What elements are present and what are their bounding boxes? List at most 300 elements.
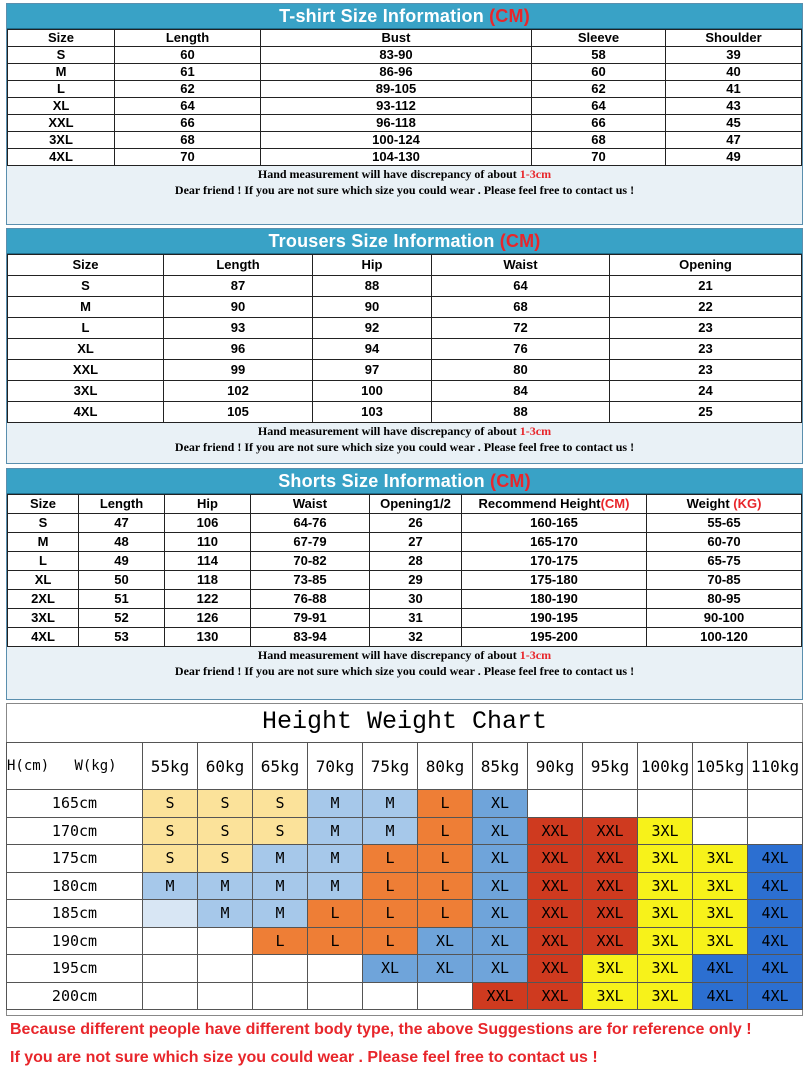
size-cell: XXL: [583, 845, 638, 873]
size-cell: [143, 927, 198, 955]
column-header: Bust: [261, 30, 532, 47]
size-cell: XL: [473, 872, 528, 900]
table-cell: 55-65: [647, 514, 802, 533]
size-cell: XL: [473, 955, 528, 983]
size-cell: [308, 982, 363, 1010]
table-row: [8, 81, 802, 98]
table-cell: 73-85: [251, 571, 370, 590]
table-cell: 40: [666, 64, 802, 81]
table-cell: 70-82: [251, 552, 370, 571]
size-cell: XL: [473, 845, 528, 873]
height-axis-label: H(cm): [7, 758, 50, 774]
size-cell: L: [418, 790, 473, 818]
column-header: Waist: [251, 495, 370, 514]
height-label: 175cm: [7, 845, 143, 873]
table-cell: 2XL: [8, 590, 79, 609]
table-cell: 60: [532, 64, 666, 81]
size-cell: L: [418, 900, 473, 928]
table-cell: 62: [532, 81, 666, 98]
table-row: [8, 590, 802, 609]
table-cell: 22: [610, 297, 802, 318]
size-cell: [693, 817, 748, 845]
size-cell: [198, 955, 253, 983]
table-row: [8, 149, 802, 166]
size-cell: 3XL: [638, 982, 693, 1010]
table-cell: M: [8, 64, 115, 81]
size-cell: XXL: [528, 900, 583, 928]
size-cell: 3XL: [693, 927, 748, 955]
size-cell: XXL: [528, 982, 583, 1010]
table-row: [8, 571, 802, 590]
table-cell: 90-100: [647, 609, 802, 628]
table-cell: 61: [115, 64, 261, 81]
table-cell: M: [8, 533, 79, 552]
size-cell: M: [363, 817, 418, 845]
table-cell: 90: [313, 297, 432, 318]
size-cell: [748, 817, 803, 845]
size-cell: 3XL: [583, 955, 638, 983]
size-cell: [253, 982, 308, 1010]
weight-header: 110kg: [748, 743, 803, 790]
table-cell: XL: [8, 98, 115, 115]
size-cell: 4XL: [748, 900, 803, 928]
height-row: [7, 872, 803, 900]
height-row: [7, 955, 803, 983]
table-cell: S: [8, 514, 79, 533]
size-cell: M: [308, 872, 363, 900]
table-cell: 70-85: [647, 571, 802, 590]
table-cell: M: [8, 297, 164, 318]
tshirt-size-unit: (CM): [489, 6, 530, 26]
table-cell: 87: [164, 276, 313, 297]
height-label: 195cm: [7, 955, 143, 983]
table-row: [8, 115, 802, 132]
size-cell: [693, 790, 748, 818]
table-row: [8, 402, 802, 423]
size-cell: M: [143, 872, 198, 900]
measurement-note: Hand measurement will have discrepancy of about 1-3cm: [257, 424, 552, 438]
table-cell: L: [8, 318, 164, 339]
size-cell: XL: [473, 900, 528, 928]
size-cell: M: [198, 872, 253, 900]
size-cell: XXL: [528, 817, 583, 845]
trousers-size-table: [7, 254, 802, 423]
size-cell: XXL: [583, 872, 638, 900]
size-cell: 3XL: [638, 900, 693, 928]
size-cell: S: [198, 817, 253, 845]
table-cell: 27: [370, 533, 462, 552]
table-cell: 104-130: [261, 149, 532, 166]
column-header: Recommend Height(CM): [462, 495, 647, 514]
column-header: Sleeve: [532, 30, 666, 47]
footer-notes: [6, 1016, 803, 1078]
weight-header-row: [7, 743, 803, 790]
table-row: [8, 533, 802, 552]
height-label: 170cm: [7, 817, 143, 845]
size-cell: XXL: [583, 900, 638, 928]
table-cell: 3XL: [8, 381, 164, 402]
table-cell: 64-76: [251, 514, 370, 533]
size-cell: [418, 982, 473, 1010]
size-cell: XXL: [528, 927, 583, 955]
table-cell: 114: [165, 552, 251, 571]
shorts-size-banner: [7, 469, 802, 494]
shorts-size-title: Shorts Size Information: [278, 471, 485, 491]
table-row: [8, 381, 802, 402]
height-row: [7, 817, 803, 845]
size-cell: M: [308, 845, 363, 873]
table-cell: 94: [313, 339, 432, 360]
table-cell: 76: [432, 339, 610, 360]
size-cell: 3XL: [693, 872, 748, 900]
table-cell: 32: [370, 628, 462, 647]
size-cell: [198, 982, 253, 1010]
column-header: Size: [8, 30, 115, 47]
table-cell: 122: [165, 590, 251, 609]
table-cell: 170-175: [462, 552, 647, 571]
corner-cell: [7, 743, 143, 790]
size-cell: 4XL: [748, 872, 803, 900]
height-row: [7, 927, 803, 955]
table-cell: 165-170: [462, 533, 647, 552]
table-cell: 49: [666, 149, 802, 166]
contact-note: Dear friend ! If you are not sure which size you could wear . Please feel free to contact us !: [174, 664, 635, 678]
size-cell: 3XL: [638, 817, 693, 845]
table-cell: 60-70: [647, 533, 802, 552]
size-cell: XXL: [583, 927, 638, 955]
table-cell: XL: [8, 339, 164, 360]
table-cell: 48: [79, 533, 165, 552]
size-cell: 4XL: [748, 982, 803, 1010]
table-cell: 105: [164, 402, 313, 423]
weight-header: 55kg: [143, 743, 198, 790]
table-cell: 3XL: [8, 132, 115, 149]
table-cell: 29: [370, 571, 462, 590]
table-cell: 83-94: [251, 628, 370, 647]
shorts-size-section: [6, 468, 803, 700]
table-cell: 103: [313, 402, 432, 423]
weight-header: 80kg: [418, 743, 473, 790]
size-cell: S: [198, 790, 253, 818]
table-cell: 4XL: [8, 628, 79, 647]
table-cell: 80: [432, 360, 610, 381]
weight-axis-label: W(kg): [74, 758, 117, 774]
column-header: Length: [164, 255, 313, 276]
table-row: [8, 552, 802, 571]
table-cell: 49: [79, 552, 165, 571]
table-cell: 76-88: [251, 590, 370, 609]
height-row: [7, 790, 803, 818]
contact-note: Dear friend ! If you are not sure which size you could wear . Please feel free to contact us !: [174, 183, 635, 197]
height-label: 200cm: [7, 982, 143, 1010]
column-header: Size: [8, 495, 79, 514]
table-cell: 99: [164, 360, 313, 381]
table-row: [8, 276, 802, 297]
table-row: [8, 318, 802, 339]
height-row: [7, 845, 803, 873]
column-header: Size: [8, 255, 164, 276]
size-cell: S: [143, 790, 198, 818]
size-cell: XL: [473, 927, 528, 955]
table-cell: 96: [164, 339, 313, 360]
size-cell: XXL: [528, 872, 583, 900]
column-header: Length: [115, 30, 261, 47]
table-cell: 47: [79, 514, 165, 533]
table-header-row: [8, 495, 802, 514]
table-cell: 68: [115, 132, 261, 149]
size-cell: M: [253, 872, 308, 900]
column-header: Hip: [313, 255, 432, 276]
table-header-row: [8, 30, 802, 47]
table-cell: 65-75: [647, 552, 802, 571]
size-cell: [583, 790, 638, 818]
weight-header: 70kg: [308, 743, 363, 790]
table-row: [8, 514, 802, 533]
table-cell: 126: [165, 609, 251, 628]
size-cell: [143, 900, 198, 928]
size-cell: [638, 790, 693, 818]
table-cell: 100-124: [261, 132, 532, 149]
size-cell: M: [308, 790, 363, 818]
table-row: [8, 360, 802, 381]
size-cell: M: [308, 817, 363, 845]
size-cell: XXL: [528, 845, 583, 873]
size-cell: M: [198, 900, 253, 928]
tshirt-size-table: [7, 29, 802, 166]
size-cell: [308, 955, 363, 983]
table-row: [8, 339, 802, 360]
table-cell: 72: [432, 318, 610, 339]
size-cell: L: [253, 927, 308, 955]
trousers-size-title: Trousers Size Information: [268, 231, 495, 251]
column-header: Length: [79, 495, 165, 514]
table-cell: 28: [370, 552, 462, 571]
table-row: [8, 609, 802, 628]
height-label: 165cm: [7, 790, 143, 818]
height-label: 185cm: [7, 900, 143, 928]
size-cell: XL: [418, 955, 473, 983]
table-cell: 4XL: [8, 149, 115, 166]
size-cell: S: [143, 817, 198, 845]
size-cell: L: [363, 845, 418, 873]
table-cell: 30: [370, 590, 462, 609]
weight-header: 100kg: [638, 743, 693, 790]
table-cell: 68: [532, 132, 666, 149]
size-cell: 4XL: [748, 845, 803, 873]
size-cell: 4XL: [693, 982, 748, 1010]
table-cell: 90: [164, 297, 313, 318]
column-header: Opening: [610, 255, 802, 276]
table-cell: 4XL: [8, 402, 164, 423]
tshirt-size-banner: [7, 4, 802, 29]
size-cell: M: [253, 900, 308, 928]
table-cell: 45: [666, 115, 802, 132]
size-cell: L: [418, 845, 473, 873]
table-cell: 3XL: [8, 609, 79, 628]
size-cell: S: [253, 817, 308, 845]
column-header: Opening1/2: [370, 495, 462, 514]
tshirt-size-section: [6, 3, 803, 225]
height-row: [7, 982, 803, 1010]
size-cell: XXL: [473, 982, 528, 1010]
tshirt-size-title: T-shirt Size Information: [279, 6, 484, 26]
table-cell: 41: [666, 81, 802, 98]
size-cell: L: [418, 872, 473, 900]
table-cell: 160-165: [462, 514, 647, 533]
table-cell: 62: [115, 81, 261, 98]
table-cell: 70: [532, 149, 666, 166]
size-cell: S: [198, 845, 253, 873]
table-cell: 88: [313, 276, 432, 297]
table-cell: 190-195: [462, 609, 647, 628]
table-row: [8, 132, 802, 149]
table-cell: 89-105: [261, 81, 532, 98]
size-cell: XL: [363, 955, 418, 983]
table-cell: 47: [666, 132, 802, 149]
size-cell: M: [253, 845, 308, 873]
trousers-size-banner: [7, 229, 802, 254]
table-cell: 110: [165, 533, 251, 552]
reference-note: Because different people have different body type, the above Suggestions are for reference only !: [10, 1021, 752, 1038]
weight-header: 105kg: [693, 743, 748, 790]
table-cell: L: [8, 552, 79, 571]
table-cell: 88: [432, 402, 610, 423]
weight-header: 75kg: [363, 743, 418, 790]
size-cell: L: [363, 872, 418, 900]
size-cell: S: [143, 845, 198, 873]
table-cell: 64: [432, 276, 610, 297]
size-cell: [143, 955, 198, 983]
size-cell: XXL: [528, 955, 583, 983]
trousers-size-section: [6, 228, 803, 464]
table-cell: 53: [79, 628, 165, 647]
size-cell: S: [253, 790, 308, 818]
table-cell: S: [8, 276, 164, 297]
table-row: [8, 297, 802, 318]
size-cell: 3XL: [638, 872, 693, 900]
size-cell: XXL: [583, 817, 638, 845]
size-cell: L: [363, 900, 418, 928]
weight-header: 65kg: [253, 743, 308, 790]
table-cell: 130: [165, 628, 251, 647]
size-cell: [748, 790, 803, 818]
table-row: [8, 64, 802, 81]
measurement-note: Hand measurement will have discrepancy of about 1-3cm: [257, 167, 552, 181]
table-cell: XXL: [8, 360, 164, 381]
table-cell: L: [8, 81, 115, 98]
table-cell: 102: [164, 381, 313, 402]
column-header: Waist: [432, 255, 610, 276]
height-weight-table: [6, 742, 803, 1010]
table-cell: 195-200: [462, 628, 647, 647]
table-cell: 23: [610, 318, 802, 339]
height-weight-chart: [6, 703, 803, 1016]
table-cell: 50: [79, 571, 165, 590]
size-cell: 3XL: [638, 927, 693, 955]
table-row: [8, 98, 802, 115]
column-header: Shoulder: [666, 30, 802, 47]
size-cell: [143, 982, 198, 1010]
table-cell: 58: [532, 47, 666, 64]
table-cell: 31: [370, 609, 462, 628]
size-cell: XL: [473, 790, 528, 818]
height-label: 180cm: [7, 872, 143, 900]
trousers-size-unit: (CM): [499, 231, 541, 251]
table-cell: 92: [313, 318, 432, 339]
table-cell: 23: [610, 360, 802, 381]
table-cell: 64: [115, 98, 261, 115]
size-cell: 3XL: [638, 955, 693, 983]
height-row: [7, 900, 803, 928]
size-cell: L: [418, 817, 473, 845]
table-cell: 70: [115, 149, 261, 166]
height-label: 190cm: [7, 927, 143, 955]
table-row: [8, 47, 802, 64]
table-cell: 118: [165, 571, 251, 590]
table-cell: 66: [532, 115, 666, 132]
table-cell: 93-112: [261, 98, 532, 115]
table-cell: 93: [164, 318, 313, 339]
table-cell: 97: [313, 360, 432, 381]
table-cell: 43: [666, 98, 802, 115]
size-cell: XL: [418, 927, 473, 955]
table-cell: XXL: [8, 115, 115, 132]
weight-header: 95kg: [583, 743, 638, 790]
shorts-size-unit: (CM): [490, 471, 531, 491]
table-cell: 79-91: [251, 609, 370, 628]
table-cell: 24: [610, 381, 802, 402]
table-cell: 84: [432, 381, 610, 402]
column-header: Weight (KG): [647, 495, 802, 514]
table-cell: 100-120: [647, 628, 802, 647]
contact-note: Dear friend ! If you are not sure which size you could wear . Please feel free to contact us !: [174, 440, 635, 454]
column-header: Hip: [165, 495, 251, 514]
size-cell: 3XL: [693, 900, 748, 928]
size-cell: 4XL: [693, 955, 748, 983]
table-header-row: [8, 255, 802, 276]
table-cell: 21: [610, 276, 802, 297]
table-cell: 86-96: [261, 64, 532, 81]
table-cell: XL: [8, 571, 79, 590]
size-cell: M: [363, 790, 418, 818]
size-cell: 3XL: [583, 982, 638, 1010]
weight-header: 60kg: [198, 743, 253, 790]
table-cell: 60: [115, 47, 261, 64]
size-cell: [198, 927, 253, 955]
table-cell: 68: [432, 297, 610, 318]
size-cell: 4XL: [748, 955, 803, 983]
size-cell: [528, 790, 583, 818]
shorts-size-table: [7, 494, 802, 647]
size-cell: L: [363, 927, 418, 955]
size-cell: L: [308, 927, 363, 955]
table-cell: S: [8, 47, 115, 64]
size-cell: 4XL: [748, 927, 803, 955]
table-cell: 180-190: [462, 590, 647, 609]
table-cell: 80-95: [647, 590, 802, 609]
table-cell: 66: [115, 115, 261, 132]
table-cell: 26: [370, 514, 462, 533]
table-cell: 52: [79, 609, 165, 628]
size-cell: XL: [473, 817, 528, 845]
size-cell: 3XL: [638, 845, 693, 873]
table-cell: 106: [165, 514, 251, 533]
table-row: [8, 628, 802, 647]
size-cell: 3XL: [693, 845, 748, 873]
table-cell: 64: [532, 98, 666, 115]
table-cell: 96-118: [261, 115, 532, 132]
table-cell: 83-90: [261, 47, 532, 64]
